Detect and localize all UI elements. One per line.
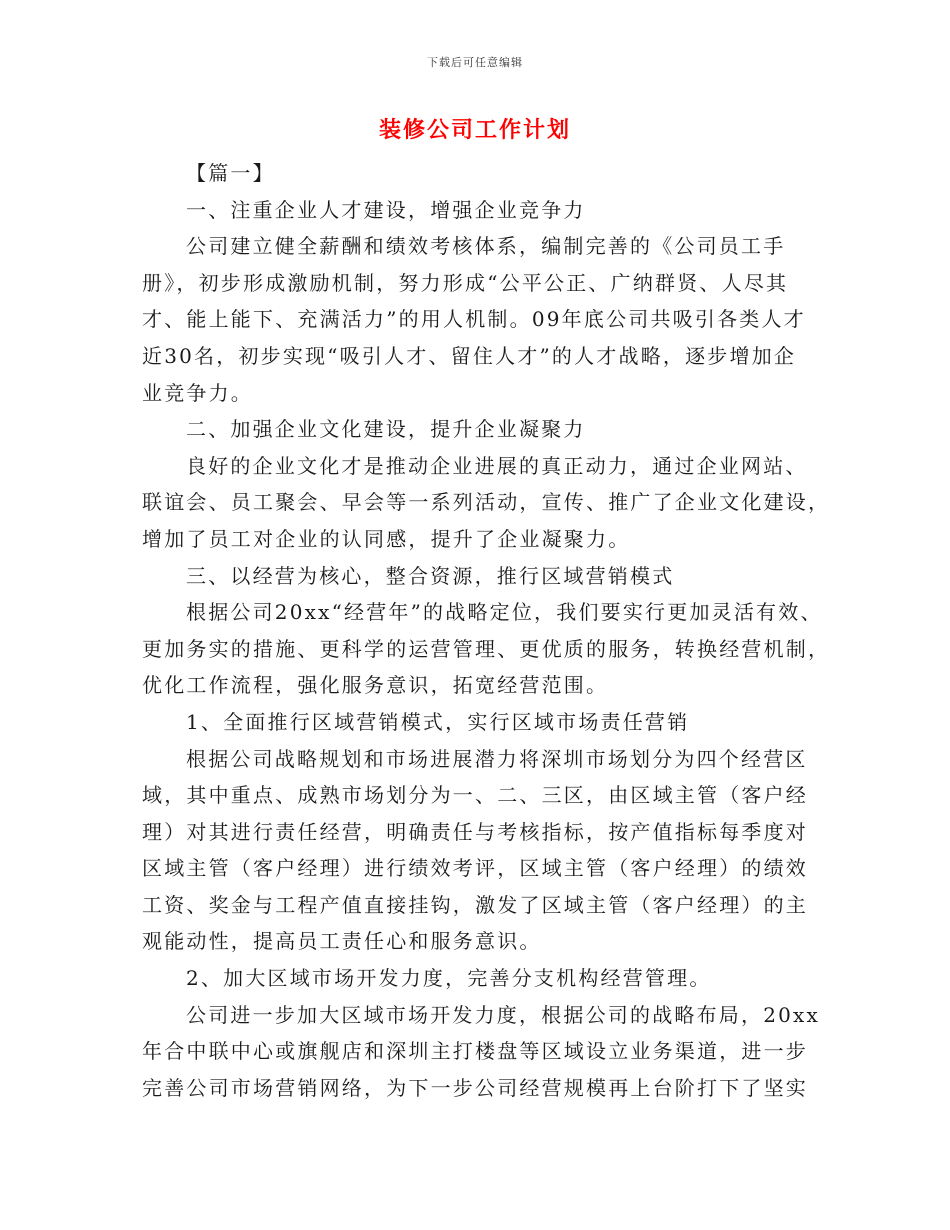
text-line: 增加了员工对企业的认同感，提升了企业凝聚力。 [142,526,631,551]
document-title: 装修公司工作计划 [378,117,571,143]
text-line: 1、全面推行区域营销模式，实行区域市场责任营销 [186,709,690,734]
text-line: 工资、奖金与工程产值直接挂钩，激发了区域主管（客户经理）的主 [142,892,808,917]
text-line: 三、以经营为核心，整合资源，推行区域营销模式 [186,563,675,588]
text-line: 公司进一步加大区域市场开发力度，根据公司的战略布局，20xx [186,1002,821,1027]
text-line: 良好的企业文化才是推动企业进展的真正动力，通过企业网站、 [186,453,808,478]
text-line: 册》，初步形成激励机制，努力形成“公平公正、广纳群贤、人尽其 [142,270,789,295]
text-line: 观能动性，提高员工责任心和服务意识。 [142,929,542,954]
text-line: 理）对其进行责任经营，明确责任与考核指标，按产值指标每季度对 [142,819,808,844]
text-line: 联谊会、员工聚会、早会等一系列活动，宣传、推广了企业文化建设， [142,490,831,515]
text-line: 一、注重企业人才建设，增强企业竞争力 [186,197,586,222]
text-line: 近30名，初步实现“吸引人才、留住人才”的人才战略，逐步增加企 [142,343,797,368]
header-note: 下载后可任意编辑 [427,56,523,69]
text-line: 域，其中重点、成熟市场划分为一、二、三区，由区域主管（客户经 [142,783,808,808]
text-line: 2、加大区域市场开发力度，完善分支机构经营管理。 [186,966,712,991]
text-line: 公司建立健全薪酬和绩效考核体系，编制完善的《公司员工手 [186,234,786,259]
text-line: 完善公司市场营销网络，为下一步公司经营规模再上台阶打下了坚实 [142,1075,808,1100]
text-line: 才、能上能下、充满活力”的用人机制。09年底公司共吸引各类人才 [142,307,806,332]
document-body [142,155,831,1106]
text-line: 区域主管（客户经理）进行绩效考评，区域主管（客户经理）的绩效 [142,856,808,881]
text-line: 根据公司战略规划和市场进展潜力将深圳市场划分为四个经营区 [186,746,808,771]
text-line: 优化工作流程，强化服务意识，拓宽经营范围。 [142,673,609,698]
text-line: 年合中联中心或旗舰店和深圳主打楼盘等区域设立业务渠道，进一步 [142,1039,808,1064]
text-line: 二、加强企业文化建设，提升企业凝聚力 [186,417,586,442]
text-line: 更加务实的措施、更科学的运营管理、更优质的服务，转换经营机制， [142,636,831,661]
text-line: 业竞争力。 [142,380,253,405]
text-line: 根据公司20xx“经营年”的战略定位，我们要实行更加灵活有效、 [186,600,823,625]
text-line: 【篇一】 [186,161,275,185]
